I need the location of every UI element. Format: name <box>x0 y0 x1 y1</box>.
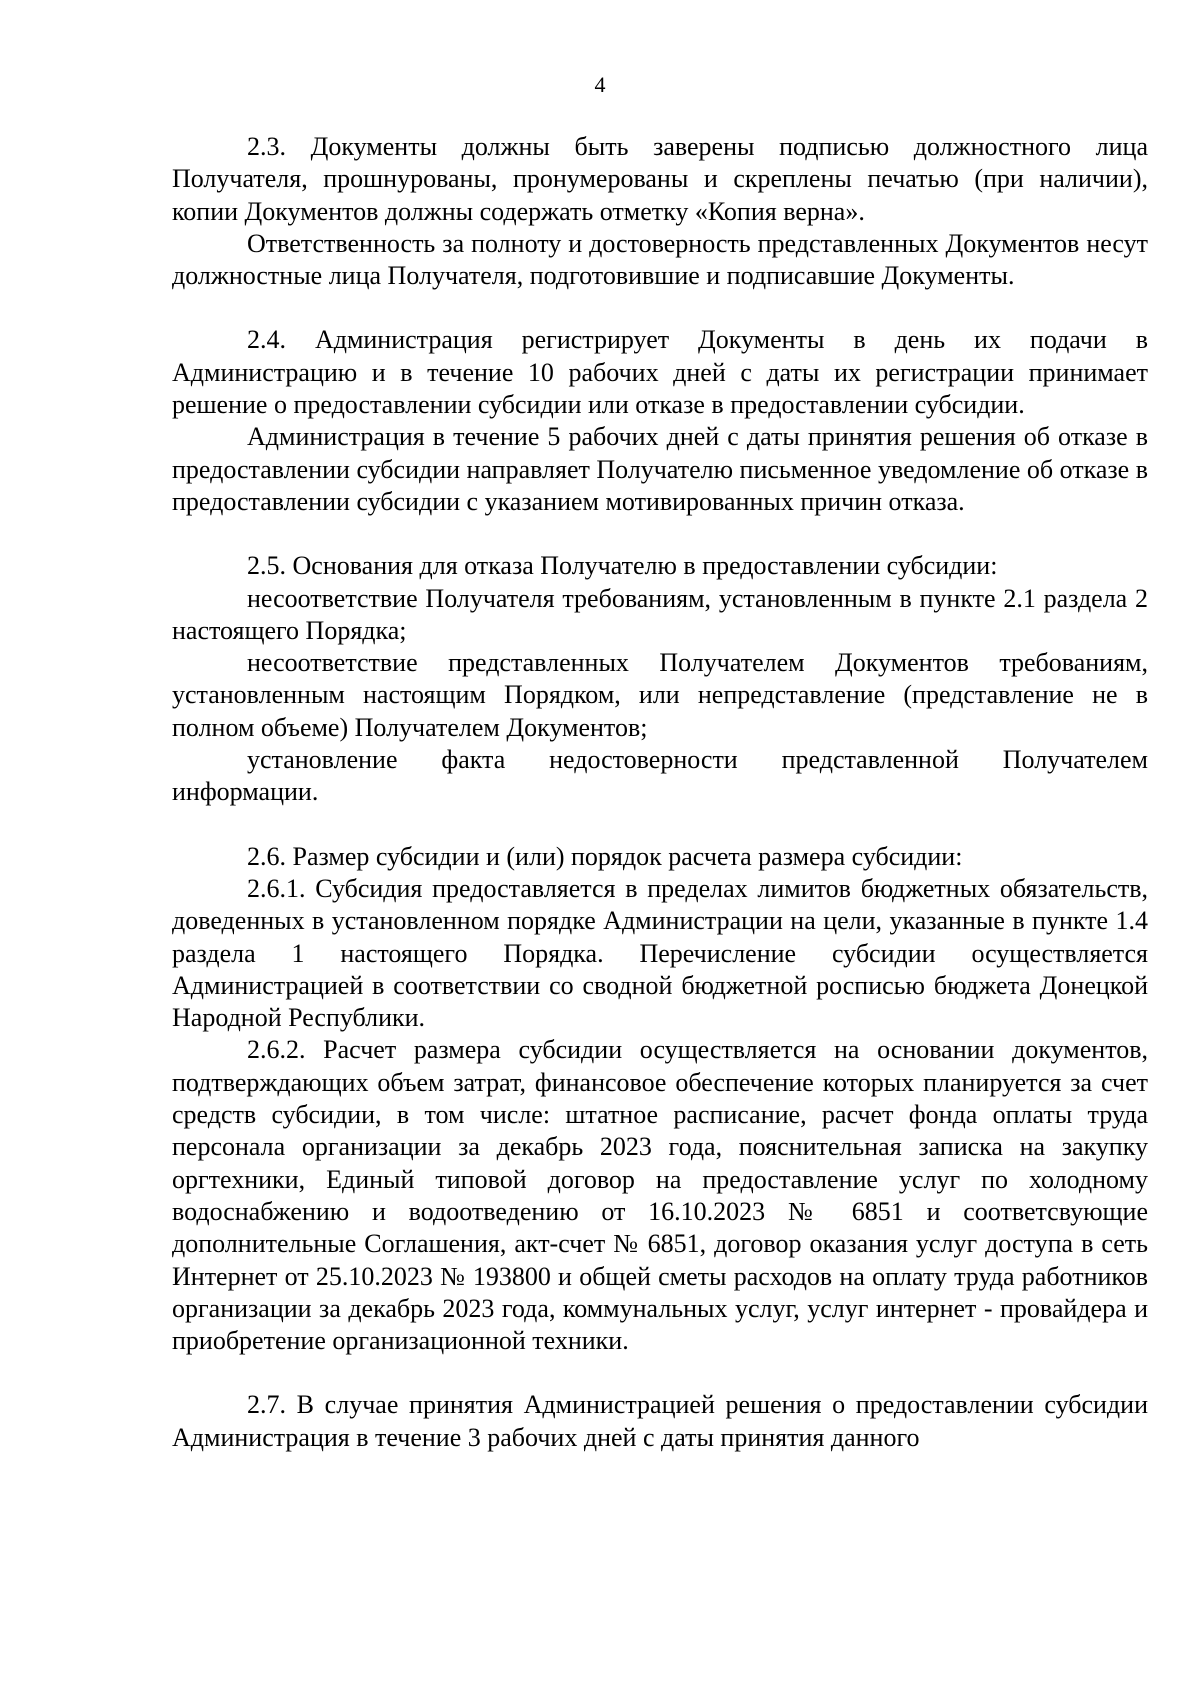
paragraph-spacer <box>172 292 1148 324</box>
paragraph-2-5-reason-2: несоответствие представленных Получателем Документов требованиям, установленным настоящим Порядком, или непредставление (представление не в полном объеме) Получателем Документов; <box>172 648 1148 742</box>
paragraph-2-6-2: 2.6.2. Расчет размера субсидии осуществляется на основании документов, подтверждающих объем затрат, финансовое обеспечение которых планируется за счет средств субсидии, в том числе: штатное расписание, расчет фонда оплаты труда персонала организации за декабрь 2023 года, пояснительная записка на закупку оргтехники, Единый типовой договор на предоставление услуг по холодному водоснабжению и водоотведению от 16.10.2023 № 6851 и соответсвующие дополнительные Соглашения, акт-счет № 6851, договор оказания услуг доступа в сеть Интернет от 25.10.2023 № 193800 и общей сметы расходов на оплату труда работников организации за декабрь 2023 года, коммунальных услуг, услуг интернет - провайдера и приобретение организационной техники. <box>172 1035 1148 1356</box>
page-number: 4 <box>594 72 606 97</box>
paragraph-2-3: 2.3. Документы должны быть заверены подписью должностного лица Получателя, прошнурованы, пронумерованы и скреплены печатью (при наличии), копии Документов должны содержать отметку «Копия верна». <box>172 132 1148 226</box>
paragraph-2-5: 2.5. Основания для отказа Получателю в предоставлении субсидии: <box>247 551 998 581</box>
paragraph-2-6-1: 2.6.1. Субсидия предоставляется в пределах лимитов бюджетных обязательств, доведенных в установленном порядке Администрации на цели, указанные в пункте 1.4 раздела 1 настоящего Порядка. Перечисление субсидии осуществляется Администрацией в соответствии со сводной бюджетной росписью бюджета Донецкой Народной Республики. <box>172 873 1148 1033</box>
paragraph-2-4-refusal-notice: Администрация в течение 5 рабочих дней с даты принятия решения об отказе в предоставлении субсидии направляет Получателю письменное уведомление об отказе в предоставлении субсидии с указанием мотивированных причин отказа. <box>172 422 1148 516</box>
document-body <box>172 131 1148 1454</box>
paragraph-2-7: 2.7. В случае принятия Администрацией решения о предоставлении субсидии Администрация в течение 3 рабочих дней с даты принятия данного <box>172 1390 1148 1452</box>
paragraph-spacer <box>172 1357 1148 1389</box>
paragraph-2-5-reason-1: несоответствие Получателя требованиям, установленным в пункте 2.1 раздела 2 настоящего Порядка; <box>172 583 1148 645</box>
paragraph-spacer <box>172 809 1148 841</box>
paragraph-spacer <box>172 518 1148 550</box>
paragraph-2-5-reason-3: установление факта недостоверности представленной Получателем информации. <box>172 745 1148 807</box>
paragraph-2-3-responsibility: Ответственность за полноту и достоверность представленных Документов несут должностные лица Получателя, подготовившие и подписавшие Документы. <box>172 228 1148 291</box>
paragraph-2-4: 2.4. Администрация регистрирует Документы в день их подачи в Администрацию и в течение 10 рабочих дней с даты их регистрации принимает решение о предоставлении субсидии или отказе в предоставлении субсидии. <box>172 325 1148 420</box>
paragraph-2-6: 2.6. Размер субсидии и (или) порядок расчета размера субсидии: <box>247 841 963 871</box>
